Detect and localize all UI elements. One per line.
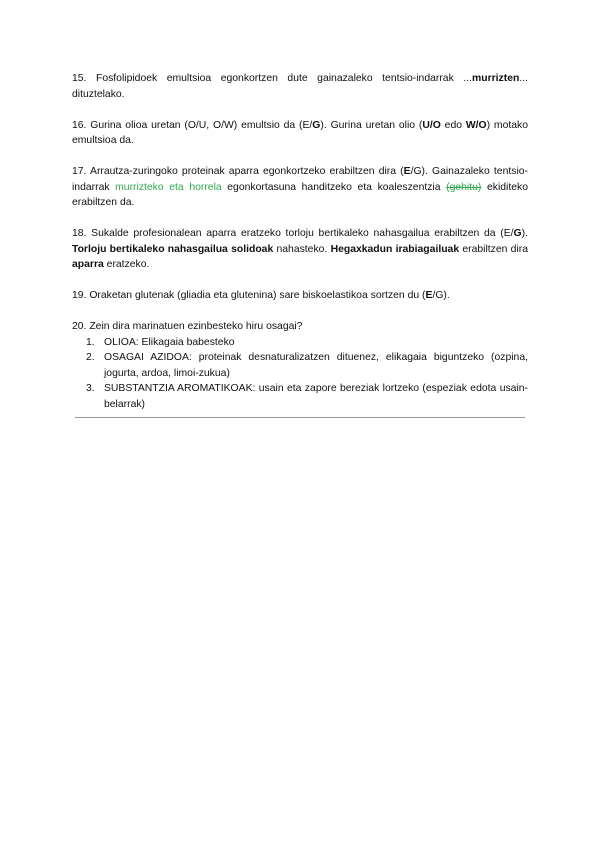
q18-text: 18. Sukalde profesionalean aparra eratzeko torloju bertikaleko nahasgailua erabiltzen da (E/ bbox=[72, 228, 514, 239]
q20-list bbox=[72, 335, 528, 413]
q17-text-mid2: egonkortasuna handitzeko eta koaleszentzia bbox=[221, 181, 447, 193]
q18-bold-whisk: Hegaxkadun irabiagailuak bbox=[330, 243, 460, 255]
q16-text-end: ) motako emultsioa da. bbox=[72, 119, 528, 146]
q18-answer-g: G bbox=[513, 228, 522, 239]
q19-text-end: /G). bbox=[432, 290, 450, 301]
horizontal-divider bbox=[75, 417, 525, 418]
q15-text: 15. Fosfolipidoek emultsioa egonkortzen dute gainazaleko tentsio-indarrak ... bbox=[72, 73, 472, 84]
q18-text-3: nahasteko. bbox=[273, 243, 331, 255]
question-16 bbox=[72, 118, 528, 149]
q17-text-end: ekiditeko erabiltzen da. bbox=[72, 181, 528, 208]
list-item bbox=[72, 381, 528, 412]
q17-text: 17. Arrautza-zuringoko proteinak aparra egonkortzeko erabiltzen dira ( bbox=[72, 166, 404, 177]
q19-answer-e: E bbox=[425, 290, 433, 301]
q15-text-end: ... dituztelako. bbox=[72, 73, 528, 100]
q19-text: 19. Oraketan glutenak (gliadia eta glutenina) sare biskoelastikoa sortzen du ( bbox=[72, 290, 426, 301]
list-item-text: OSAGAI AZIDOA: proteinak desnaturalizatzen dituenez, elikagaia biguntzeko (ozpina, jogurta, ardoa, limoi-zukua) bbox=[104, 352, 528, 379]
question-19 bbox=[72, 288, 528, 304]
q17-text-mid: /G). Gainazaleko tentsio-indarrak bbox=[72, 166, 528, 193]
q18-text-4: erabiltzen dira bbox=[459, 243, 528, 255]
q16-text: 16. Gurina olioa uretan (O/U, O/W) emultsio da (E/ bbox=[72, 119, 313, 131]
q18-bold-mixer: Torloju bertikaleko nahasgailua solidoak bbox=[72, 243, 274, 255]
q16-answer-uo: U/O bbox=[422, 119, 441, 131]
list-item bbox=[72, 335, 528, 351]
q18-bold-foam: aparra bbox=[72, 259, 104, 270]
q17-deleted-text: (gehitu) bbox=[446, 181, 482, 193]
question-17 bbox=[72, 164, 528, 211]
list-item bbox=[72, 350, 528, 381]
question-15 bbox=[72, 71, 528, 102]
list-number: 2. bbox=[86, 352, 95, 363]
q16-answer-wo: W/O bbox=[465, 119, 487, 131]
list-number: 3. bbox=[86, 383, 95, 394]
q16-answer-g: G bbox=[312, 119, 321, 131]
list-number: 1. bbox=[86, 336, 95, 348]
list-item-text: OLIOA: Elikagaia babesteko bbox=[104, 336, 235, 348]
q16-text-or: edo bbox=[440, 119, 466, 131]
q18-text-2: ). bbox=[521, 228, 528, 239]
q15-answer: murrizten bbox=[471, 73, 520, 84]
q17-answer-e: E bbox=[403, 166, 411, 177]
answer-list bbox=[72, 71, 528, 412]
q17-inserted-text: murrizteko eta horrela bbox=[115, 181, 222, 193]
q16-text-mid: ). Gurina uretan olio ( bbox=[320, 119, 423, 131]
list-item-text: SUBSTANTZIA AROMATIKOAK: usain eta zapore bereziak lortzeko (espeziak edota usain-belarrak) bbox=[104, 383, 528, 410]
question-18 bbox=[72, 226, 528, 273]
q18-text-end: eratzeko. bbox=[103, 259, 150, 270]
question-20: 20. Zein dira marinatuen ezinbesteko hiru osagai? bbox=[72, 321, 303, 332]
